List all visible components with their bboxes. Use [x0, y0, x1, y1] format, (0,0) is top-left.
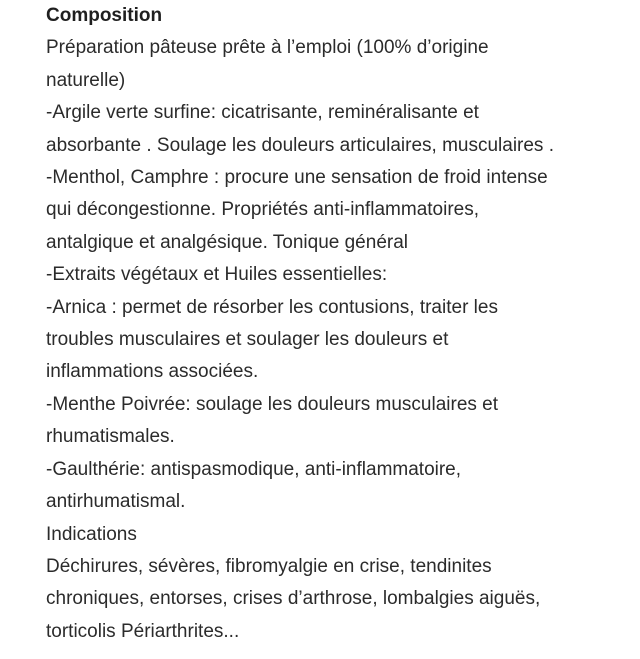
text-line: absorbante . Soulage les douleurs articulaires, musculaires . — [46, 134, 554, 156]
text-line: -Argile verte surfine: cicatrisante, reminéralisante et — [46, 102, 479, 124]
text-line: rhumatismales. — [46, 426, 175, 448]
text-line: Déchirures, sévères, fibromyalgie en crise, tendinites — [46, 555, 492, 577]
text-line: qui décongestionne. Propriétés anti-inflammatoires, — [46, 199, 480, 221]
text-line: -Menthe Poivrée: soulage les douleurs musculaires et — [46, 393, 499, 415]
product-description — [46, 0, 636, 648]
text-line: torticolis Périarthrites... — [46, 620, 240, 642]
section-heading-composition: Composition — [46, 5, 163, 26]
text-line: Préparation pâteuse prête à l’emploi (100% d’origine — [46, 37, 489, 59]
text-line: antalgique et analgésique. Tonique général — [46, 231, 409, 253]
text-line: troubles musculaires et soulager les douleurs et — [46, 329, 449, 351]
text-line: -Gaulthérie: antispasmodique, anti-inflammatoire, — [46, 458, 462, 480]
section-heading-indications: Indications — [46, 523, 137, 545]
text-line: -Menthol, Camphre : procure une sensation de froid intense — [46, 167, 548, 189]
text-line: inflammations associées. — [46, 361, 259, 383]
text-line: -Extraits végétaux et Huiles essentielles: — [46, 264, 388, 286]
text-line: antirhumatismal. — [46, 491, 186, 513]
text-line: -Arnica : permet de résorber les contusions, traiter les — [46, 296, 498, 318]
text-line: naturelle) — [46, 69, 126, 91]
text-line: chroniques, entorses, crises d’arthrose, lombalgies aiguës, — [46, 588, 541, 610]
